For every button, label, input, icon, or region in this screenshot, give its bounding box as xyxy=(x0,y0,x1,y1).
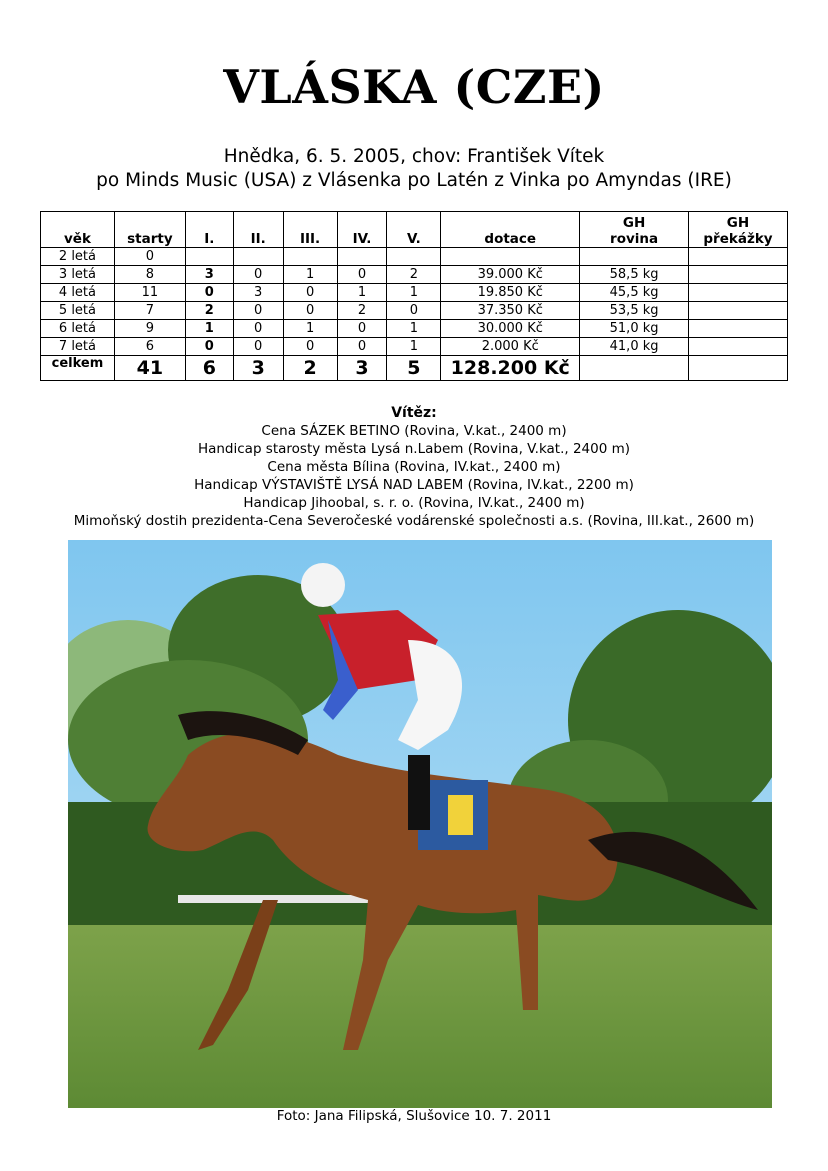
header-age: věk xyxy=(41,212,115,248)
horse-info: Hnědka, 6. 5. 2005, chov: František Vítek xyxy=(223,146,605,167)
cell-age: 4 letá xyxy=(41,284,115,302)
grass xyxy=(68,925,772,1108)
header-gh-jump xyxy=(688,212,787,248)
winner-race: Cena SÁZEK BETINO (Rovina, V.kat., 2400 m) xyxy=(261,423,567,439)
winner-race: Mimoňský dostih prezidenta-Cena Severočeské vodárenské společnosti a.s. (Rovina, III.kat., 2600 m) xyxy=(73,513,755,529)
total-fourth: 3 xyxy=(337,356,387,381)
cell-third: 1 xyxy=(283,266,337,284)
cell-third: 0 xyxy=(283,338,337,356)
horse-jockey-photo xyxy=(68,540,772,1108)
cell-gh-jump xyxy=(688,302,787,320)
cell-first: 2 xyxy=(185,302,233,320)
header-money: dotace xyxy=(441,212,580,248)
header-starts: starty xyxy=(114,212,185,248)
header-gh-flat xyxy=(580,212,689,248)
cell-gh-flat: 58,5 kg xyxy=(580,266,689,284)
cell-third xyxy=(283,248,337,266)
table-row xyxy=(41,302,788,320)
cell-starts: 7 xyxy=(114,302,185,320)
table-total-row xyxy=(41,356,788,381)
cell-starts: 6 xyxy=(114,338,185,356)
cell-fifth: 1 xyxy=(387,320,441,338)
cell-fourth: 0 xyxy=(337,338,387,356)
header-second: II. xyxy=(233,212,283,248)
cell-first: 3 xyxy=(185,266,233,284)
cell-gh-flat: 41,0 kg xyxy=(580,338,689,356)
cell-money: 37.350 Kč xyxy=(441,302,580,320)
cell-second: 0 xyxy=(233,338,283,356)
table-row xyxy=(41,320,788,338)
photo-caption: Foto: Jana Filipská, Slušovice 10. 7. 2011 xyxy=(276,1108,552,1124)
cell-money xyxy=(441,248,580,266)
cell-age: 5 letá xyxy=(41,302,115,320)
cell-starts: 0 xyxy=(114,248,185,266)
table-row xyxy=(41,284,788,302)
cell-first: 0 xyxy=(185,338,233,356)
cell-fourth: 2 xyxy=(337,302,387,320)
cell-first xyxy=(185,248,233,266)
table-row xyxy=(41,248,788,266)
cell-second xyxy=(233,248,283,266)
cell-third: 0 xyxy=(283,284,337,302)
total-money: 128.200 Kč xyxy=(441,356,580,381)
total-first: 6 xyxy=(185,356,233,381)
cell-starts: 9 xyxy=(114,320,185,338)
cell-first: 1 xyxy=(185,320,233,338)
cell-fifth: 1 xyxy=(387,338,441,356)
cell-money: 39.000 Kč xyxy=(441,266,580,284)
cell-age: 7 letá xyxy=(41,338,115,356)
table-header-row xyxy=(41,212,788,248)
cell-gh-jump xyxy=(688,248,787,266)
header-gh-jump-line1: GH xyxy=(726,215,750,231)
cell-fourth: 1 xyxy=(337,284,387,302)
table-row xyxy=(41,266,788,284)
cell-fifth: 0 xyxy=(387,302,441,320)
winner-race: Handicap Jihoobal, s. r. o. (Rovina, IV.kat., 2400 m) xyxy=(243,495,585,511)
total-gh-flat xyxy=(580,356,689,381)
cell-gh-jump xyxy=(688,284,787,302)
header-gh-jump-line2: překážky xyxy=(703,231,773,247)
total-label: celkem xyxy=(41,356,115,381)
cell-third: 1 xyxy=(283,320,337,338)
cell-gh-flat: 51,0 kg xyxy=(580,320,689,338)
winner-race: Cena města Bílina (Rovina, IV.kat., 2400 m) xyxy=(267,459,561,475)
page-title: VLÁSKA (CZE) xyxy=(223,60,605,114)
header-third: III. xyxy=(283,212,337,248)
pedigree-line: po Minds Music (USA) z Vlásenka po Latén z Vinka po Amyndas (IRE) xyxy=(96,170,732,191)
cell-money: 30.000 Kč xyxy=(441,320,580,338)
header-gh-flat-line2: rovina xyxy=(610,231,659,247)
cell-age: 6 letá xyxy=(41,320,115,338)
cell-second: 0 xyxy=(233,302,283,320)
winners-section xyxy=(0,404,828,530)
header-fourth: IV. xyxy=(337,212,387,248)
cell-money: 2.000 Kč xyxy=(441,338,580,356)
race-stats-table xyxy=(40,211,788,381)
cell-age: 3 letá xyxy=(41,266,115,284)
cell-money: 19.850 Kč xyxy=(441,284,580,302)
cell-age: 2 letá xyxy=(41,248,115,266)
cell-first: 0 xyxy=(185,284,233,302)
total-third: 2 xyxy=(283,356,337,381)
cell-gh-jump xyxy=(688,266,787,284)
cell-second: 0 xyxy=(233,266,283,284)
cell-fourth xyxy=(337,248,387,266)
cell-gh-flat xyxy=(580,248,689,266)
cell-starts: 11 xyxy=(114,284,185,302)
winner-race: Handicap VÝSTAVIŠTĚ LYSÁ NAD LABEM (Rovina, IV.kat., 2200 m) xyxy=(194,477,634,493)
cell-starts: 8 xyxy=(114,266,185,284)
saddle-number xyxy=(448,795,473,835)
total-starts: 41 xyxy=(114,356,185,381)
cell-fifth: 2 xyxy=(387,266,441,284)
cell-gh-jump xyxy=(688,338,787,356)
cell-fourth: 0 xyxy=(337,266,387,284)
cell-fourth: 0 xyxy=(337,320,387,338)
cell-fifth xyxy=(387,248,441,266)
header-fifth: V. xyxy=(387,212,441,248)
cell-fifth: 1 xyxy=(387,284,441,302)
total-second: 3 xyxy=(233,356,283,381)
total-gh-jump xyxy=(688,356,787,381)
header-first: I. xyxy=(185,212,233,248)
winners-heading: Vítěz: xyxy=(391,405,437,421)
cell-second: 3 xyxy=(233,284,283,302)
total-fifth: 5 xyxy=(387,356,441,381)
winner-race: Handicap starosty města Lysá n.Labem (Rovina, V.kat., 2400 m) xyxy=(197,441,631,457)
header-gh-flat-line1: GH xyxy=(622,215,646,231)
cell-third: 0 xyxy=(283,302,337,320)
cell-gh-jump xyxy=(688,320,787,338)
cell-second: 0 xyxy=(233,320,283,338)
table-row xyxy=(41,338,788,356)
cell-gh-flat: 45,5 kg xyxy=(580,284,689,302)
cell-gh-flat: 53,5 kg xyxy=(580,302,689,320)
